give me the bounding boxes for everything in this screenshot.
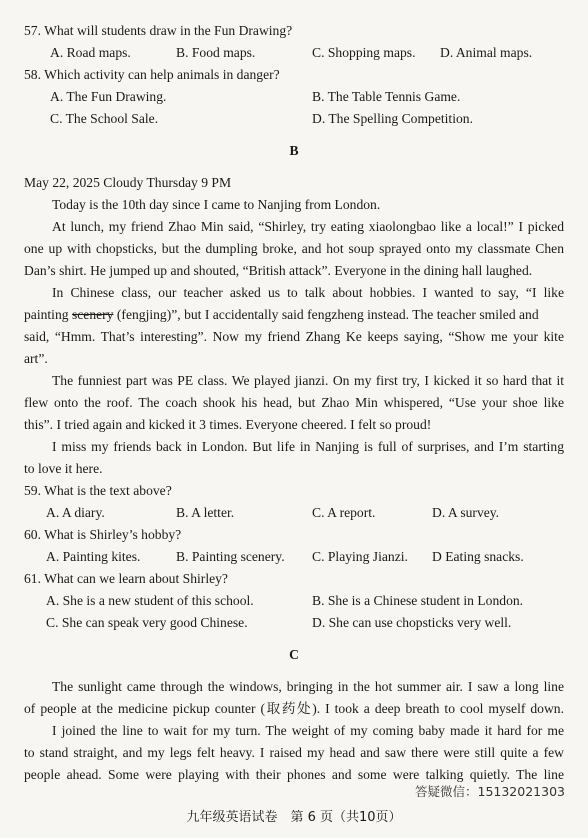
section-b-heading: B: [289, 143, 299, 158]
passage-b-line-8: art”.: [24, 351, 48, 366]
page-footer: 九年级英语试卷 第 6 页（共10页）: [186, 810, 402, 825]
q61-option-d: D. She can use chopsticks very well.: [312, 615, 512, 630]
q59-option-a: A. A diary.: [46, 505, 105, 520]
section-c-heading: C: [289, 647, 299, 662]
passage-c-line-1: The sunlight came through the windows, bringing in the hot summer air. I saw a long line: [52, 679, 564, 694]
q58-option-c: C. The School Sale.: [50, 111, 159, 126]
q59-option-c: C. A report.: [312, 505, 376, 520]
passage-b-line-7: said, “Hmm. That’s interesting”. Now my friend Zhang Ke keeps saying, “Show me your kite: [24, 329, 564, 344]
passage-b-line-6: [24, 307, 564, 323]
contact-watermark: 答疑微信：15132021303: [415, 784, 565, 799]
q61-option-b: B. She is a Chinese student in London.: [312, 593, 524, 608]
passage-b-line-3: one up with chopsticks, but the dumpling broke, and hot soup sprayed onto my classmate Chen: [24, 241, 564, 256]
q57-option-b: B. Food maps.: [176, 45, 256, 60]
q57-option-a: A. Road maps.: [50, 45, 131, 60]
q59-option-b: B. A letter.: [176, 505, 235, 520]
passage-c-line-4: to stand straight, and my legs felt heavy. I raised my head and saw there were still quite a few: [24, 745, 564, 760]
question-58-stem: 58. Which activity can help animals in danger?: [24, 67, 280, 82]
struck-word-scenery: scenery: [71, 307, 114, 322]
passage-b-line-9: The funniest part was PE class. We played jianzi. On my first try, I kicked it so hard that it: [52, 373, 564, 388]
q57-option-c: C. Shopping maps.: [312, 45, 416, 60]
q60-option-d: D Eating snacks.: [432, 549, 524, 564]
passage-c-line-2: of people at the medicine pickup counter (取药处). I took a deep breath to cool myself down.: [24, 701, 564, 716]
passage-c-line-3: I joined the line to wait for my turn. The weight of my coming baby made it hard for me: [52, 723, 564, 738]
q60-option-c: C. Playing Jianzi.: [312, 549, 408, 564]
question-57-stem: 57. What will students draw in the Fun Drawing?: [24, 23, 293, 38]
diary-date: May 22, 2025 Cloudy Thursday 9 PM: [24, 175, 232, 190]
q58-option-d: D. The Spelling Competition.: [312, 111, 473, 126]
q61-option-c: C. She can speak very good Chinese.: [46, 615, 248, 630]
q60-option-b: B. Painting scenery.: [176, 549, 285, 564]
passage-b-line-1: Today is the 10th day since I came to Nanjing from London.: [52, 197, 381, 212]
line-6-rest: (fengjing)”, but I accidentally said fengzheng instead. The teacher smiled and: [116, 307, 539, 322]
passage-b-line-2: At lunch, my friend Zhao Min said, “Shirley, try eating xiaolongbao like a local!” I picked: [52, 219, 564, 234]
q58-option-b: B. The Table Tennis Game.: [312, 89, 461, 104]
question-60-stem: 60. What is Shirley’s hobby?: [24, 527, 182, 542]
q58-option-a: A. The Fun Drawing.: [50, 89, 167, 104]
passage-b-line-12: I miss my friends back in London. But life in Nanjing is full of surprises, and I’m starting: [52, 439, 564, 454]
passage-c-line-5: people ahead. Some were playing with their phones and some were talking quietly. The line: [24, 767, 564, 782]
q61-option-a: A. She is a new student of this school.: [46, 593, 254, 608]
q60-option-a: A. Painting kites.: [46, 549, 141, 564]
passage-b-line-10: flew onto the roof. The coach shook his head, but Zhao Min whispered, “Use your shoe like: [24, 395, 564, 410]
q57-option-d: D. Animal maps.: [440, 45, 533, 60]
q59-option-d: D. A survey.: [432, 505, 500, 520]
question-61-stem: 61. What can we learn about Shirley?: [24, 571, 228, 586]
word-painting: painting: [24, 307, 69, 322]
passage-b-line-4: Dan’s shirt. He jumped up and shouted, “British attack”. Everyone in the dining hall laughed.: [24, 263, 533, 278]
passage-b-line-13: to love it here.: [24, 461, 103, 476]
passage-b-line-11: this”. I tried again and kicked it 3 times. Everyone cheered. I felt so proud!: [24, 417, 432, 432]
passage-b-line-5: In Chinese class, our teacher asked us to talk about hobbies. I wanted to say, “I like: [52, 285, 564, 300]
question-59-stem: 59. What is the text above?: [24, 483, 172, 498]
